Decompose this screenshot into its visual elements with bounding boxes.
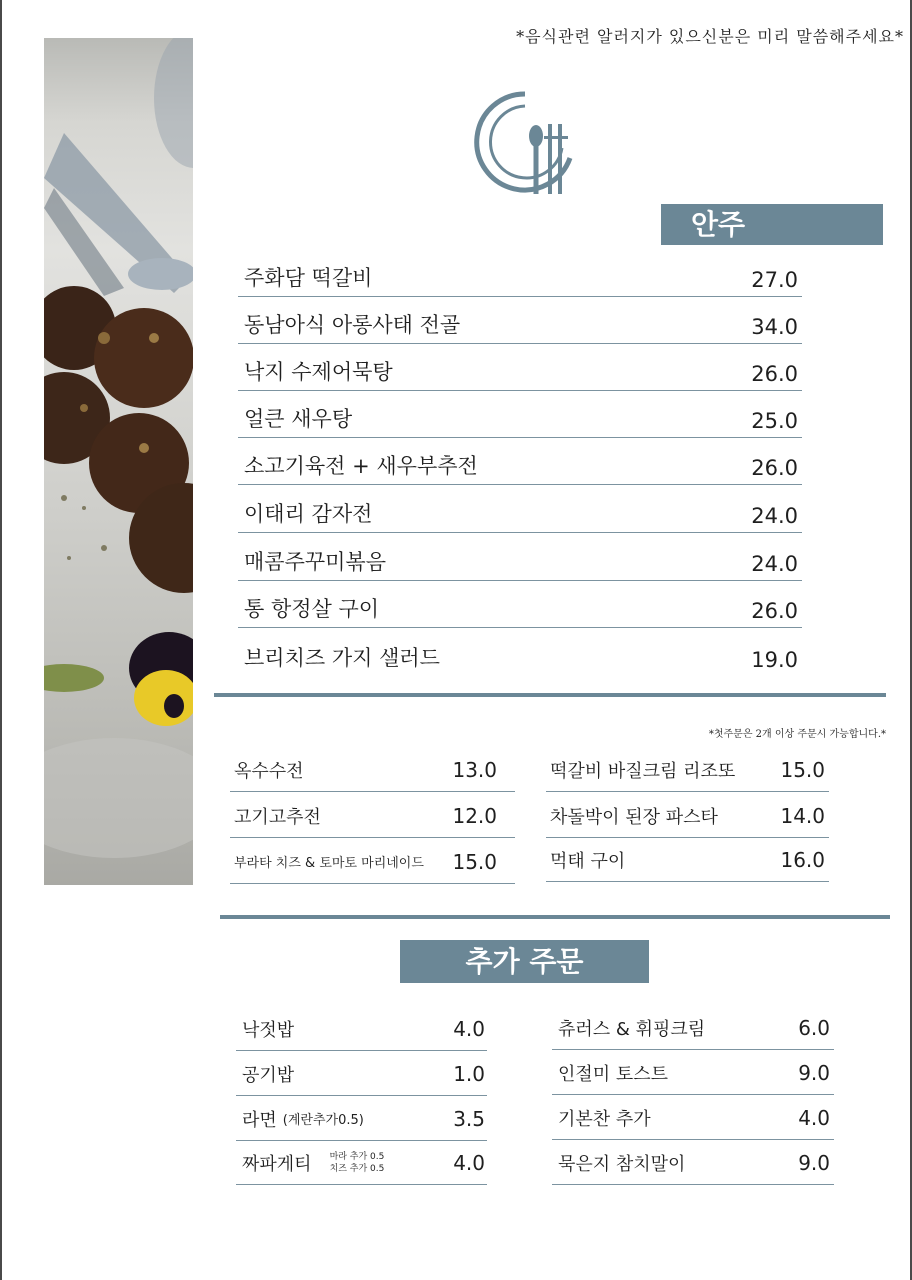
- menu-item: 먹태 구이 16.0: [546, 838, 829, 882]
- menu-item: 이태리 감자전 24.0: [238, 486, 802, 533]
- menu-item: 공기밥 1.0: [236, 1052, 487, 1096]
- menu-item: 매콤주꾸미볶음 24.0: [238, 534, 802, 581]
- menu-item: 낙지 수제어묵탕 26.0: [238, 344, 802, 391]
- menu-item: 통 항정살 구이 26.0: [238, 581, 802, 628]
- extra-section-title: 추가 주문: [400, 940, 649, 983]
- menu-item: 소고기육전 + 새우부추전 26.0: [238, 438, 802, 485]
- menu-item: 떡갈비 바질크림 리조또 15.0: [546, 748, 829, 792]
- section-divider: [220, 915, 890, 919]
- plate-spoon-chopsticks-icon: [470, 88, 580, 198]
- menu-item: 낙젓밥 4.0: [236, 1007, 487, 1051]
- menu-item: 인절미 토스트 9.0: [552, 1051, 834, 1095]
- menu-item: 차돌박이 된장 파스타 14.0: [546, 794, 829, 838]
- menu-item: 옥수수전 13.0: [230, 748, 515, 792]
- section-divider: [214, 693, 886, 697]
- menu-item: 고기고추전 12.0: [230, 794, 515, 838]
- menu-item: 라면 (계란추가0.5) 3.5: [236, 1097, 487, 1141]
- menu-item: 주화담 떡갈비 27.0: [238, 250, 802, 297]
- anju-section-title: 안주: [661, 204, 883, 245]
- menu-item: 묵은지 참치말이 9.0: [552, 1141, 834, 1185]
- food-photo: [44, 38, 193, 885]
- allergy-notice: *음식관련 알러지가 있으신분은 미리 말씀해주세요*: [516, 27, 904, 46]
- first-order-notice: *첫주문은 2개 이상 주문시 가능합니다.*: [708, 729, 886, 740]
- menu-item: 브리치즈 가지 샐러드 19.0: [244, 646, 798, 672]
- page-border-left: [0, 0, 2, 1280]
- menu-item: 동남아식 아롱사태 전골 34.0: [238, 297, 802, 344]
- menu-item: 부라타 치즈 & 토마토 마리네이드 15.0: [230, 840, 515, 884]
- menu-item: 얼큰 새우탕 25.0: [238, 391, 802, 438]
- menu-item: 짜파게티 마라 추가 0.5 치즈 추가 0.5 4.0: [236, 1141, 487, 1185]
- menu-item: 기본찬 추가 4.0: [552, 1096, 834, 1140]
- menu-item: 츄러스 & 휘핑크림 6.0: [552, 1006, 834, 1050]
